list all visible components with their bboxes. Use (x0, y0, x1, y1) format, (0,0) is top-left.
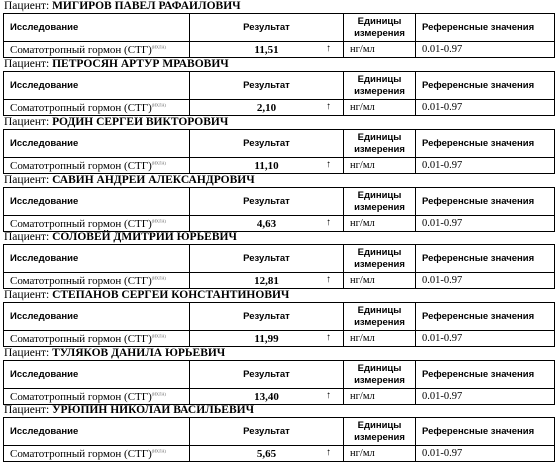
patient-name: СОЛОВЕЙ ДМИТРИИ ЮРЬЕВИЧ (52, 231, 237, 243)
units-cell: нг/мл (344, 273, 416, 289)
result-cell (190, 446, 344, 462)
test-name: Соматотропный гормон (СТГ) (10, 159, 152, 172)
test-name-cell (4, 100, 190, 116)
table-header-row (4, 14, 555, 42)
patient-line (4, 174, 255, 187)
arrow-up-icon: ↑ (326, 390, 331, 401)
result-value: 5,65 (256, 447, 277, 460)
header-test: Исследование (4, 72, 190, 100)
header-reference: Референсные значения (416, 14, 555, 42)
table-row (4, 389, 555, 405)
arrow-up-icon: ↑ (326, 447, 331, 458)
table-row (4, 331, 555, 347)
patient-name: СТЕПАНОВ СЕРГЕИ КОНСТАНТИНОВИЧ (52, 289, 290, 301)
units-cell: нг/мл (344, 42, 416, 58)
table-header-row (4, 418, 555, 446)
results-table (3, 302, 555, 347)
results-table (3, 13, 555, 58)
result-value: 11,99 (254, 332, 279, 345)
patient-name: МИГИРОВ ПАВЕЛ РАФАИЛОВИЧ (52, 0, 241, 12)
header-units: Единицы измерения (344, 72, 416, 100)
test-name-cell (4, 446, 190, 462)
header-reference: Референсные значения (416, 418, 555, 446)
header-test: Исследование (4, 303, 190, 331)
result-value: 12,81 (254, 274, 279, 287)
result-value: 11,51 (254, 43, 279, 56)
table-header-row (4, 245, 555, 273)
patient-name: ПЕТРОСЯН АРТУР МРАВОВИЧ (52, 58, 229, 70)
units-cell: нг/мл (344, 100, 416, 116)
patient-name: САВИН АНДРЕИ АЛЕКСАНДРОВИЧ (52, 174, 255, 186)
units-cell: нг/мл (344, 389, 416, 405)
table-row (4, 216, 555, 232)
patient-line (4, 58, 229, 71)
reference-cell: 0.01-0.97 (416, 100, 555, 116)
header-reference: Референсные значения (416, 303, 555, 331)
table-row (4, 446, 555, 462)
test-method-note: (ИХЛА) (151, 43, 166, 49)
arrow-up-icon: ↑ (326, 101, 331, 112)
header-test: Исследование (4, 188, 190, 216)
result-cell (190, 158, 344, 174)
header-test: Исследование (4, 361, 190, 389)
table-header-row (4, 130, 555, 158)
header-result: Результат (190, 418, 344, 446)
reference-cell: 0.01-0.97 (416, 331, 555, 347)
test-method-note: (ИХЛА) (151, 274, 166, 280)
arrow-up-icon: ↑ (326, 332, 331, 343)
test-method-note: (ИХЛА) (151, 332, 166, 338)
patient-line (4, 404, 254, 417)
header-units: Единицы измерения (344, 14, 416, 42)
test-method-note: (ИХЛА) (151, 159, 166, 165)
patient-block (0, 58, 559, 116)
header-units: Единицы измерения (344, 188, 416, 216)
test-name: Соматотропный гормон (СТГ) (10, 101, 152, 114)
results-table (3, 360, 555, 405)
header-result: Результат (190, 130, 344, 158)
units-cell: нг/мл (344, 158, 416, 174)
patient-name: РОДИН СЕРГЕИ ВИКТОРОВИЧ (52, 116, 229, 128)
results-table (3, 417, 555, 462)
result-value: 4,63 (256, 217, 277, 230)
arrow-up-icon: ↑ (326, 159, 331, 170)
header-units: Единицы измерения (344, 418, 416, 446)
test-method-note: (ИХЛА) (151, 447, 166, 453)
header-test: Исследование (4, 14, 190, 42)
header-units: Единицы измерения (344, 130, 416, 158)
patient-block (0, 289, 559, 347)
reference-cell: 0.01-0.97 (416, 446, 555, 462)
patient-name: УРЮПИН НИКОЛАИ ВАСИЛЬЕВИЧ (52, 404, 255, 416)
patient-prefix: Пациент: (4, 174, 50, 186)
reference-cell: 0.01-0.97 (416, 158, 555, 174)
results-table (3, 244, 555, 289)
units-cell: нг/мл (344, 331, 416, 347)
header-reference: Референсные значения (416, 361, 555, 389)
patient-name: ТУЛЯКОВ ДАНИЛА ЮРЬЕВИЧ (52, 347, 226, 359)
table-header-row (4, 361, 555, 389)
result-cell (190, 331, 344, 347)
patient-prefix: Пациент: (4, 116, 50, 128)
reference-cell: 0.01-0.97 (416, 216, 555, 232)
units-cell: нг/мл (344, 216, 416, 232)
header-result: Результат (190, 303, 344, 331)
test-name: Соматотропный гормон (СТГ) (10, 447, 152, 460)
table-header-row (4, 72, 555, 100)
header-units: Единицы измерения (344, 361, 416, 389)
arrow-up-icon: ↑ (326, 217, 331, 228)
patient-block (0, 404, 559, 462)
header-result: Результат (190, 361, 344, 389)
header-reference: Референсные значения (416, 245, 555, 273)
header-result: Результат (190, 14, 344, 42)
test-method-note: (ИХЛА) (151, 390, 166, 396)
patient-block (0, 0, 559, 58)
patient-prefix: Пациент: (4, 404, 50, 416)
header-units: Единицы измерения (344, 245, 416, 273)
patient-line (4, 0, 241, 13)
patient-line (4, 231, 237, 244)
result-cell (190, 100, 344, 116)
test-method-note: (ИХЛА) (151, 217, 166, 223)
patient-block (0, 116, 559, 174)
patient-line (4, 347, 225, 360)
result-cell (190, 273, 344, 289)
header-units: Единицы измерения (344, 303, 416, 331)
result-cell (190, 389, 344, 405)
header-reference: Референсные значения (416, 72, 555, 100)
table-row (4, 42, 555, 58)
results-table (3, 187, 555, 232)
reference-cell: 0.01-0.97 (416, 273, 555, 289)
results-table (3, 129, 555, 174)
header-test: Исследование (4, 245, 190, 273)
test-name: Соматотропный гормон (СТГ) (10, 43, 152, 56)
test-name: Соматотропный гормон (СТГ) (10, 274, 152, 287)
header-reference: Референсные значения (416, 130, 555, 158)
patient-line (4, 289, 289, 302)
result-value: 13,40 (254, 390, 279, 403)
test-name-cell (4, 389, 190, 405)
test-name-cell (4, 331, 190, 347)
table-row (4, 273, 555, 289)
arrow-up-icon: ↑ (326, 43, 331, 54)
patient-prefix: Пациент: (4, 231, 50, 243)
patient-block (0, 231, 559, 289)
patient-prefix: Пациент: (4, 347, 50, 359)
patient-block (0, 174, 559, 232)
result-value: 2,10 (256, 101, 277, 114)
header-test: Исследование (4, 418, 190, 446)
table-row (4, 158, 555, 174)
patient-prefix: Пациент: (4, 0, 50, 12)
reference-cell: 0.01-0.97 (416, 42, 555, 58)
result-cell (190, 42, 344, 58)
test-name: Соматотропный гормон (СТГ) (10, 332, 152, 345)
test-name: Соматотропный гормон (СТГ) (10, 390, 152, 403)
test-name-cell (4, 216, 190, 232)
test-name-cell (4, 42, 190, 58)
table-row (4, 100, 555, 116)
table-header-row (4, 188, 555, 216)
results-table (3, 71, 555, 116)
patient-prefix: Пациент: (4, 58, 50, 70)
reference-cell: 0.01-0.97 (416, 389, 555, 405)
header-result: Результат (190, 188, 344, 216)
units-cell: нг/мл (344, 446, 416, 462)
patient-prefix: Пациент: (4, 289, 50, 301)
patient-line (4, 116, 228, 129)
header-test: Исследование (4, 130, 190, 158)
header-reference: Референсные значения (416, 188, 555, 216)
arrow-up-icon: ↑ (326, 274, 331, 285)
patient-block (0, 347, 559, 405)
test-name-cell (4, 158, 190, 174)
header-result: Результат (190, 72, 344, 100)
test-method-note: (ИХЛА) (151, 101, 166, 107)
header-result: Результат (190, 245, 344, 273)
table-header-row (4, 303, 555, 331)
test-name: Соматотропный гормон (СТГ) (10, 217, 152, 230)
result-value: 11,10 (254, 159, 279, 172)
test-name-cell (4, 273, 190, 289)
result-cell (190, 216, 344, 232)
